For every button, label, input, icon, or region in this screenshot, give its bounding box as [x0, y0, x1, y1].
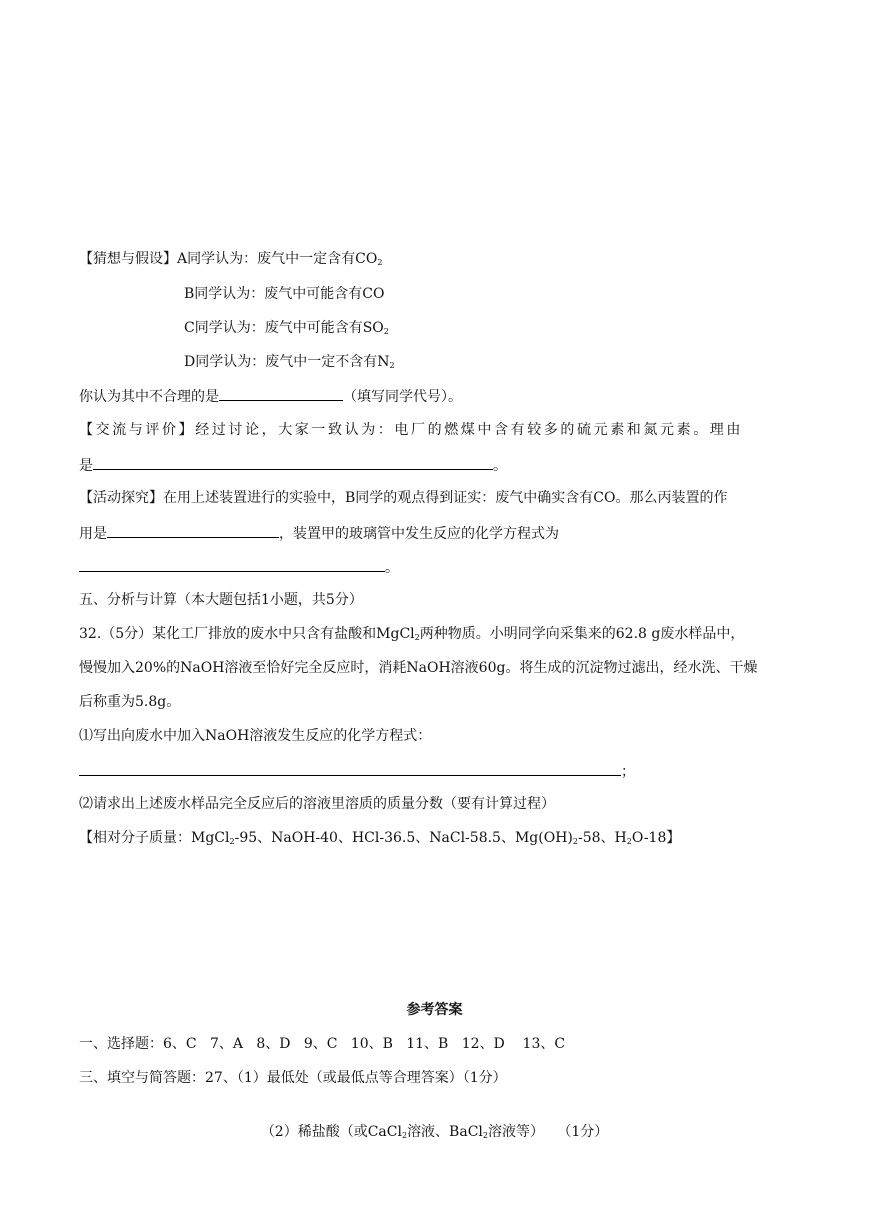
exchange-prefix: 是	[79, 458, 93, 474]
hypothesis-label: 【猜想与假设】	[79, 251, 177, 267]
hypothesis-b	[184, 284, 384, 304]
answer-blank[interactable]	[79, 760, 621, 776]
answers-fill-line1: 三、填空与简答题：27、（1）最低处（或最低点等合理答案）（1分）	[79, 1070, 507, 1086]
q32-part1: ⑴写出向废水中加入NaOH溶液发生反应的化学方程式：	[79, 728, 432, 744]
q32-line1-a: 32.（5分）某化工厂排放的废水中只含有盐酸和MgCl	[79, 626, 415, 642]
hypothesis-c	[184, 318, 389, 342]
exchange-line2	[79, 454, 507, 476]
activity-suffix: 。	[385, 560, 399, 576]
activity-mid: ，装置甲的玻璃管中发生反应的化学方程式为	[279, 526, 559, 542]
exchange-line1: 【交流与评价】经过讨论，大家一致认为：电厂的燃煤中含有较多的硫元素和氮元素。理由	[79, 422, 743, 438]
subscript: 2	[414, 633, 420, 642]
section-title: 五、分析与计算（本大题包括1小题，共5分）	[79, 592, 363, 608]
answer-blank[interactable]	[79, 556, 385, 572]
subscript: 2	[383, 327, 389, 336]
mass-a: 【相对分子质量：MgCl	[79, 830, 230, 846]
q32-line1	[79, 624, 744, 648]
hypothesis-d	[184, 352, 395, 376]
q32-line2: 慢慢加入20%的NaOH溶液至恰好完全反应时，消耗NaOH溶液60g。将生成的沉淀物过滤出，经水洗、干燥	[79, 660, 758, 676]
answers-title: 参考答案	[406, 1002, 463, 1018]
subscript: 2	[626, 837, 632, 846]
relative-mass-note	[79, 828, 680, 852]
hypothesis-c-text: C同学认为：废气中可能含有SO	[184, 320, 384, 336]
mass-c: -58、H	[577, 830, 627, 846]
subscript: 2	[389, 361, 395, 370]
q32-line1-b: 两种物质。小明同学向采集来的62.8 g废水样品中，	[419, 626, 745, 642]
fill-line2-c: 溶液等） （1分）	[487, 1124, 609, 1140]
activity-line3	[79, 556, 399, 578]
answers-choice: 一、选择题：6、C 7、A 8、D 9、C 10、B 11、B 12、D 13、C	[79, 1036, 566, 1052]
hypothesis-b-text: B同学认为：废气中可能含有CO	[184, 286, 385, 302]
answer-blank[interactable]	[219, 385, 343, 401]
activity-line1: 【活动探究】在用上述装置进行的实验中，B同学的观点得到证实：废气中确实含有CO。那么丙装置的作	[79, 490, 728, 506]
q32-part1-end: ；	[621, 764, 635, 780]
unreasonable-question	[79, 385, 462, 407]
fill-line2-a: （2）稀盐酸（或CaCl	[260, 1124, 402, 1140]
unreasonable-prefix: 你认为其中不合理的是	[79, 389, 219, 405]
activity-line2	[79, 522, 559, 544]
q32-line3: 后称重为5.8g。	[79, 694, 181, 710]
subscript: 2	[229, 837, 235, 846]
exchange-suffix: 。	[493, 458, 507, 474]
hypothesis-a-text: A同学认为：废气中一定含有CO	[177, 251, 378, 267]
unreasonable-suffix: （填写同学代号）。	[343, 389, 462, 405]
answer-blank[interactable]	[107, 522, 279, 538]
activity-prefix: 用是	[79, 526, 107, 542]
q32-part1-answer	[79, 760, 635, 782]
answer-blank[interactable]	[93, 454, 493, 470]
mass-d: O-18】	[631, 830, 681, 846]
hypothesis-d-text: D同学认为：废气中一定不含有N	[184, 354, 390, 370]
fill-line2-b: 溶液、BaCl	[407, 1124, 483, 1140]
answers-fill-line2	[243, 1102, 608, 1166]
subscript: 2	[482, 1131, 488, 1140]
q32-part2: ⑵请求出上述废水样品完全反应后的溶液里溶质的质量分数（要有计算过程）	[79, 796, 555, 812]
subscript: 2	[572, 837, 578, 846]
subscript: 2	[401, 1131, 408, 1140]
mass-b: -95、NaOH-40、HCl-36.5、NaCl-58.5、Mg(OH)	[234, 830, 573, 846]
hypothesis-a	[79, 249, 382, 273]
subscript: 2	[377, 258, 383, 267]
